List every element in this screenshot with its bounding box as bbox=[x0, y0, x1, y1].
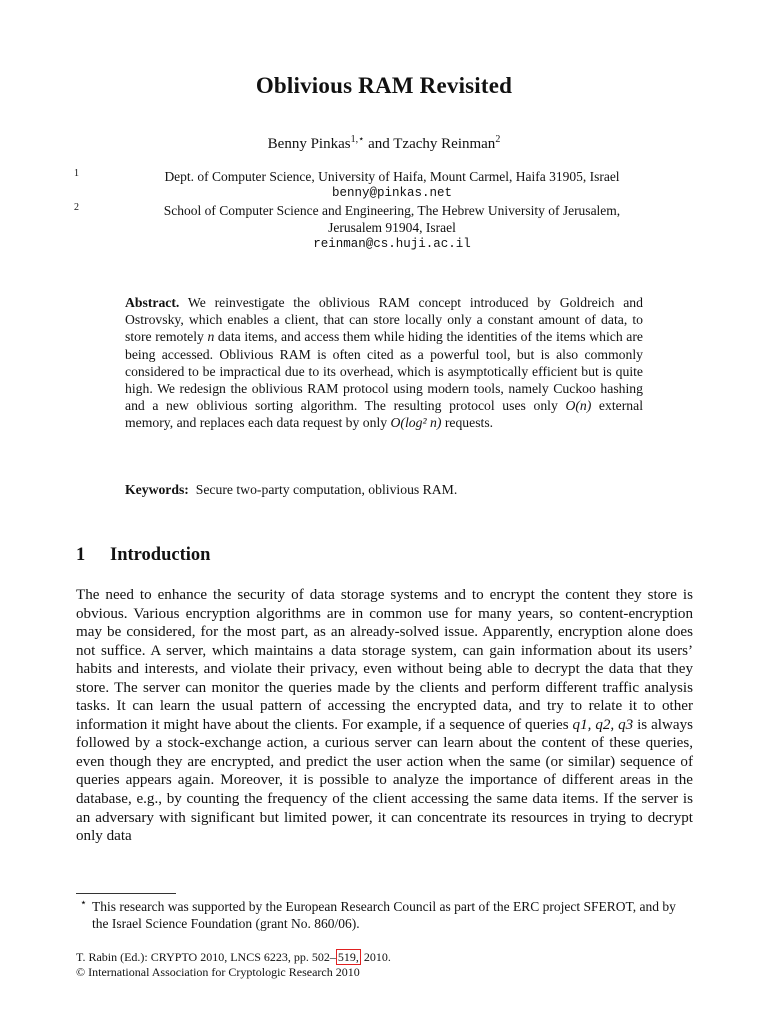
section-title: Introduction bbox=[110, 545, 211, 565]
abstract-big-o-log: O(log² n) bbox=[390, 415, 442, 431]
citation-line-1 bbox=[76, 950, 391, 965]
affiliation-2-email: reinman@cs.huji.ac.il bbox=[313, 237, 471, 251]
footnote-text: This research was supported by the European Research Council as part of the ERC project SFEROT, and by the Israel Science Foundation (grant No. 860/06). bbox=[92, 899, 676, 931]
abstract-text-1: We reinvestigate the oblivious RAM concept introduced by Goldreich and Ostrovsky, which enables a client, that can store locally only a constant amount of data, to store remotely bbox=[125, 295, 643, 345]
authors-line bbox=[0, 134, 768, 153]
abstract bbox=[125, 294, 643, 432]
author-1-sup: 1,⋆ bbox=[350, 134, 365, 145]
affiliation-2-text: School of Computer Science and Engineering, The Hebrew University of Jerusalem, bbox=[163, 203, 621, 218]
keywords-text: Secure two-party computation, oblivious RAM. bbox=[195, 482, 458, 497]
author-1: Benny Pinkas bbox=[267, 136, 351, 152]
abstract-var-n: n bbox=[207, 329, 215, 345]
body-text-2: is always followed by a stock-exchange action, a curious server can learn about the content of these queries, even though they are encrypted, and predict the user action when the same (or similar) sequence of queries appears again. Moreover, it is possible to analyze the importance of different areas in the database, e.g., by counting the frequency of the client accessing the same data items. If the server is an adversary with significant but limited power, it can concentrate its resources in trying to decrypt only data bbox=[76, 716, 694, 845]
affiliation-2-number: 2 bbox=[74, 202, 79, 213]
author-2-sup: 2 bbox=[495, 134, 501, 145]
section-heading bbox=[76, 545, 210, 566]
affiliation-1-email: benny@pinkas.net bbox=[331, 186, 453, 200]
affiliation-2-location: Jerusalem 91904, Israel bbox=[328, 220, 456, 235]
author-and: and bbox=[368, 136, 390, 152]
abstract-label: Abstract. bbox=[125, 295, 180, 310]
body-text-1: The need to enhance the security of data storage systems and to encrypt the content they store is obvious. Various encryption algorithms are in common use for many years, so content-encryption may be considered, for the most part, as an already-solved issue. Apparently, encryption alone does not suffice. A server, which maintains a data storage system, can gain information about its users’ habits and interests, and violate their privacy, even without being able to decrypt the data that they store. The server can monitor the queries made by the clients and perform different traffic analysis tasks. It can learn the usual pattern of accessing the encrypted data, and try to relate it to other information it might have about the clients. For example, if a sequence of queries bbox=[76, 587, 693, 733]
citation-suffix: 2010. bbox=[360, 950, 391, 964]
affiliation-1-number: 1 bbox=[74, 168, 79, 179]
paper-title: Oblivious RAM Revisited bbox=[255, 73, 513, 98]
affiliation-1-text: Dept. of Computer Science, University of Haifa, Mount Carmel, Haifa 31905, Israel bbox=[164, 169, 620, 184]
author-2: Tzachy Reinman bbox=[393, 136, 496, 152]
page-link[interactable]: 519, bbox=[337, 950, 359, 964]
abstract-text-4: requests. bbox=[441, 415, 494, 431]
affiliation-1 bbox=[74, 168, 694, 202]
abstract-big-o-n: O(n) bbox=[565, 398, 592, 414]
footnote-mark: ⋆ bbox=[80, 897, 87, 909]
body-paragraph bbox=[76, 586, 693, 846]
keywords-label: Keywords: bbox=[125, 482, 189, 497]
body-queries: q1, q2, q3 bbox=[572, 716, 634, 733]
abstract-text-3: external memory, and replaces each data request by only bbox=[125, 398, 644, 431]
footnote-rule bbox=[76, 893, 176, 894]
keywords bbox=[125, 482, 643, 498]
footnote bbox=[76, 898, 693, 932]
abstract-text-2: data items, and access them while hiding the identities of the items which are being accessed. Oblivious RAM is often cited as a powerful tool, but is also commonly considered to be impractical due to its overhead, which is asymptotically efficient but is quite high. We redesign the oblivious RAM protocol using modern tools, namely Cuckoo hashing and a new oblivious sorting algorithm. The resulting protocol uses only bbox=[125, 329, 643, 414]
affiliation-2 bbox=[74, 202, 694, 253]
citation-prefix: T. Rabin (Ed.): CRYPTO 2010, LNCS 6223, pp. 502– bbox=[76, 950, 336, 964]
copyright-line: © International Association for Cryptologic Research 2010 bbox=[76, 964, 360, 979]
citation bbox=[76, 950, 391, 979]
section-number: 1 bbox=[76, 545, 86, 565]
